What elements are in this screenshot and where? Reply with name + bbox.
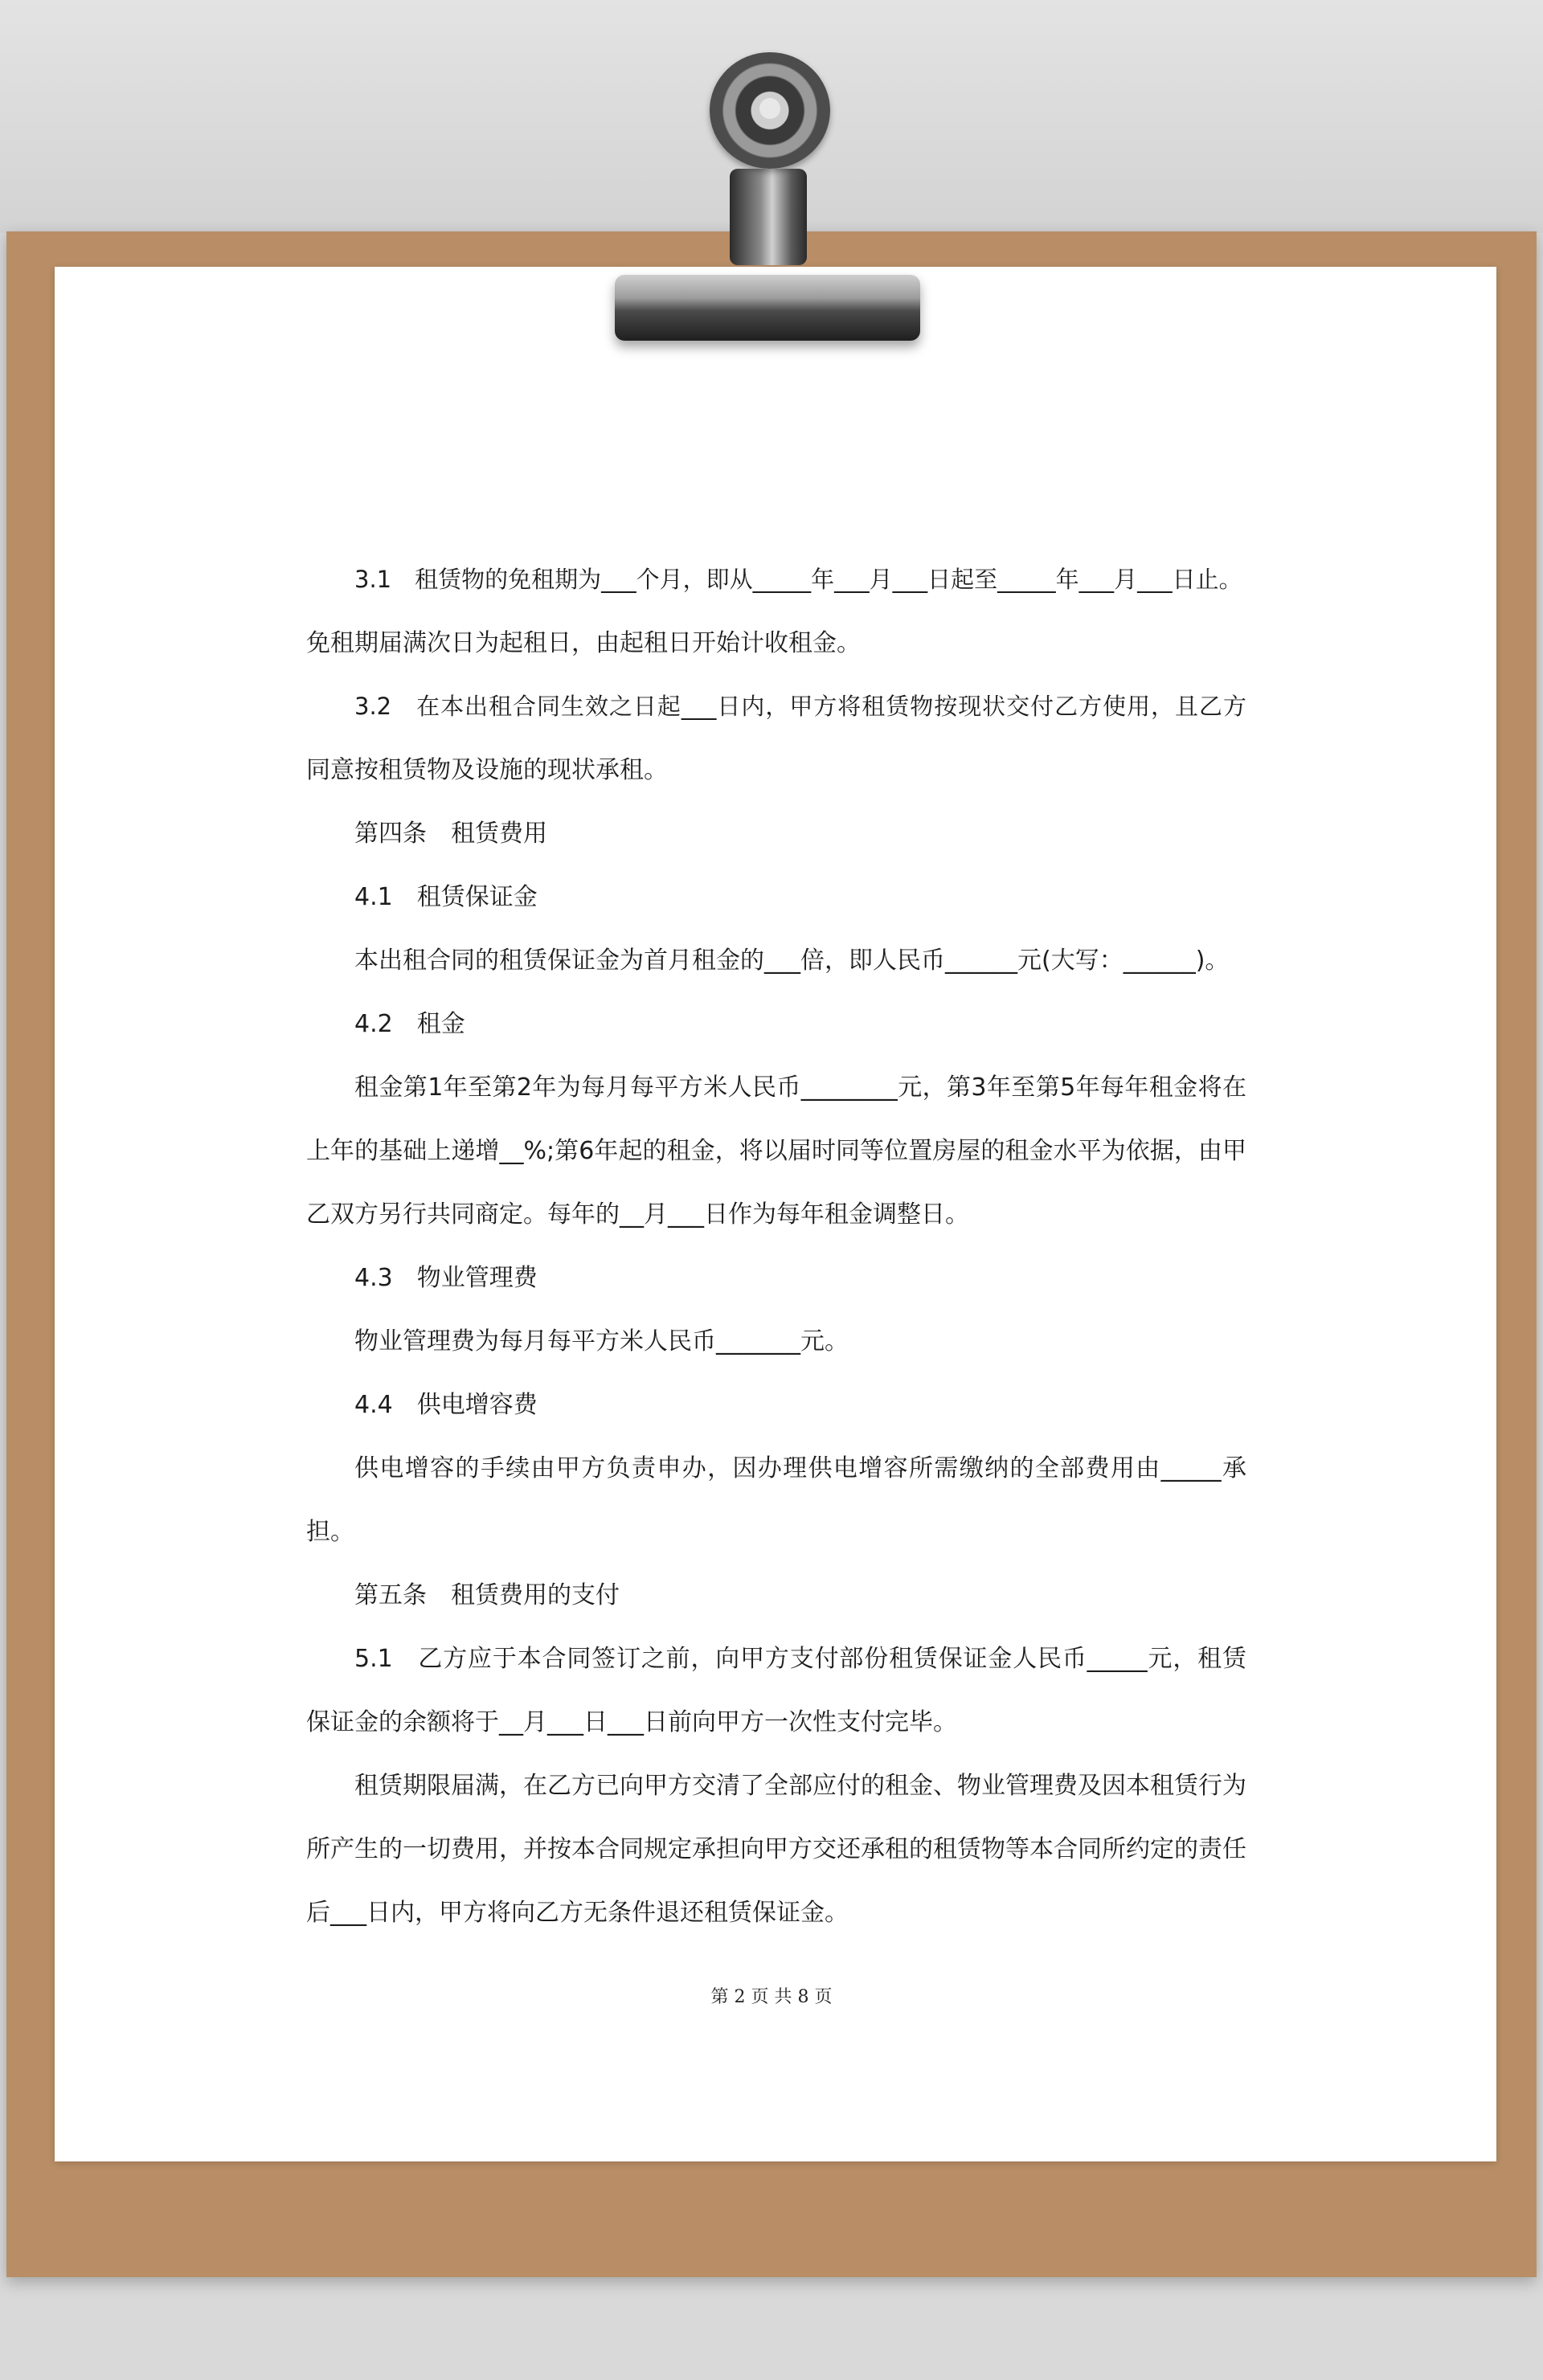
clip-hole bbox=[759, 98, 780, 119]
text-line: 物业管理费为每月每平方米人民币_______元。 bbox=[354, 1327, 849, 1356]
clip-stem bbox=[730, 169, 807, 265]
text-line: 免租期届满次日为起租日，由起租日开始计收租金。 bbox=[306, 629, 861, 657]
text-line: 本出租合同的租赁保证金为首月租金的___倍，即人民币______元(大写：______)。 bbox=[354, 947, 1230, 975]
text-line: 5.1 乙方应于本合同签订之前，向甲方支付部份租赁保证金人民币_____元，租赁 bbox=[354, 1645, 1246, 1673]
text-line: 供电增容的手续由甲方负责申办，因办理供电增容所需缴纳的全部费用由_____承 bbox=[354, 1454, 1246, 1482]
subsection-heading: 4.4 供电增容费 bbox=[354, 1391, 538, 1419]
text-line: 同意按租赁物及设施的现状承租。 bbox=[306, 756, 668, 784]
text-line: 保证金的余额将于__月___日___日前向甲方一次性支付完毕。 bbox=[306, 1708, 957, 1736]
text-line: 担。 bbox=[306, 1518, 354, 1546]
text-line: 租金第1年至第2年为每月每平方米人民币________元，第3年至第5年每年租金将在 bbox=[354, 1073, 1246, 1102]
page-footer: 第 2 页 共 8 页 bbox=[710, 1987, 833, 2007]
clip-bar bbox=[615, 275, 920, 341]
text-line: 后___日内，甲方将向乙方无条件退还租赁保证金。 bbox=[306, 1899, 849, 1927]
document-body bbox=[306, 548, 1246, 1944]
subsection-heading: 4.1 租赁保证金 bbox=[354, 883, 538, 911]
text-line: 3.1 租赁物的免租期为___个月，即从_____年___月___日起至_____年___月___日止。 bbox=[354, 566, 1242, 593]
text-line: 3.2 在本出租合同生效之日起___日内，甲方将租赁物按现状交付乙方使用，且乙方 bbox=[354, 693, 1246, 720]
text-line: 租赁期限届满，在乙方已向甲方交清了全部应付的租金、物业管理费及因本租赁行为 bbox=[354, 1772, 1246, 1800]
subsection-heading: 4.3 物业管理费 bbox=[354, 1264, 538, 1292]
text-line: 上年的基础上递增__%;第6年起的租金，将以届时同等位置房屋的租金水平为依据，由甲 bbox=[306, 1137, 1246, 1165]
text-line: 所产生的一切费用，并按本合同规定承担向甲方交还承租的租赁物等本合同所约定的责任 bbox=[306, 1835, 1246, 1863]
section-heading: 第五条 租赁费用的支付 bbox=[354, 1581, 620, 1609]
text-line: 乙双方另行共同商定。每年的__月___日作为每年租金调整日。 bbox=[306, 1200, 969, 1229]
subsection-heading: 4.2 租金 bbox=[354, 1010, 465, 1038]
binder-clip bbox=[579, 48, 956, 354]
section-heading: 第四条 租赁费用 bbox=[354, 820, 547, 848]
